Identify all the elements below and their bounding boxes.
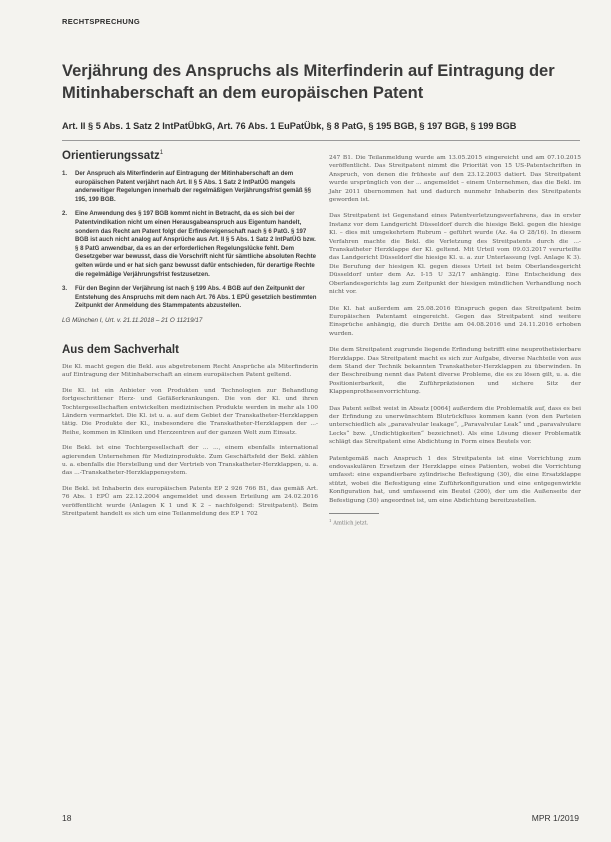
guideline-number: 3.	[62, 285, 68, 293]
body-paragraph: Die Kl. ist ein Anbieter von Produkten und Technologien zur Behandlung fortgeschrittener Herz- und Gefäßerkrankungen. Die von der Kl. und ihren Tochtergesellschaften entwickelten medizinischen Produkte werden in mehr als 100 Ländern vermarktet. Die Kl. ist u. a. auf dem Gebiet der Transkatheter-Herzklappen tätig. Die Produkte der Kl., insbesondere die Transkatheter-Herzklappen der ...-Reihe, kommen in Kliniken und Herzzentren auf der ganzen Welt zum Einsatz.	[62, 387, 318, 436]
body-paragraph: Die Kl. hat außerdem am 25.08.2016 Einspruch gegen das Streitpatent beim Europäischen Patentamt eingereicht. Gegen das Streitpatent sind weitere Einsprüche anhängig, die durch Dritte am 04.08.2016 und 24.11.2016 erhoben wurden.	[329, 305, 581, 337]
body-paragraph: Patentgemäß nach Anspruch 1 des Streitpatents ist eine Vorrichtung zum endovaskulären Ersetzen der Herzklappe eines Patienten, wobei die Vorrichtung umfasst: eine expandierbare zylindrische Befestigung (30), die eine Ersatzklappe stützt, wobei die Befestigung eine Zuführkonfiguration und eine entgegenwirkte Konfiguration hat, und umfassend ein Beutel (200), der um die Außenseite der Befestigung (30) angeordnet ist, um eine Abdichtung bereitzustellen.	[329, 455, 581, 504]
body-paragraph: Das Streitpatent ist Gegenstand eines Patentverletzungsverfahrens, das in erster Instanz vor dem Landgericht Düsseldorf durch die hiesige Bekl. gegen die hiesige Kl. – dies mit umgekehrtem Rubrum – geführt wurde (Az. 4a O 28/16). In diesem Verfahren machte die Bekl. die Verletzung des Streitpatents durch die ...-Transkatheter Herzklappe der Kl. geltend. Mit Urteil vom 09.03.2017 verurteilte das Landgericht Düsseldorf die hiesige Kl. u. a. zur Unterlassung (vgl. Anlage K 3). Die Berufung der hiesigen Kl. gegen dieses Urteil ist beim Oberlandesgericht Düsseldorf unter dem Az. I-15 U 32/17 anhängig. Eine Entscheidung des Oberlandesgerichts lag zum Zeitpunkt der hiesigen mündlichen Verhandlung noch nicht vor.	[329, 213, 581, 296]
guideline-number: 1.	[62, 170, 68, 177]
guideline-item	[62, 170, 318, 204]
left-column	[62, 150, 318, 525]
footnote-reference: 1	[159, 150, 164, 157]
guideline-text: Für den Beginn der Verjährung ist nach § 199 Abs. 4 BGB auf den Zeitpunkt der Entstehung des Anspruchs mit dem nach Art. 76 Abs. 1 EPÜ gesetzlich bestimmten Zeitpunkt der Anmeldung des Stammpatents abzustellen.	[75, 285, 317, 310]
header-divider	[62, 140, 580, 141]
footnote-divider	[329, 513, 379, 514]
journal-issue: MPR 1/2019	[531, 813, 579, 823]
guidelines-heading: Orientierungssatz$^1$	[62, 150, 164, 162]
body-paragraph: Die Bekl. ist eine Tochtergesellschaft der ... ..., einem ebenfalls international agierenden Unternehmen für Medizinprodukte. Zum Geschäftsfeld der Bekl. zählen u. a. ebenfalls die Herstellung und der Vertrieb von Transkatheter-Herzklappen, u. a. das ...-Transkatheter-Herzklappensystem.	[62, 445, 318, 477]
body-paragraph: Die Kl. macht gegen die Bekl. aus abgetretenem Recht Ansprüche als Miterfinderin auf Eintragung der Mitinhaberschaft an einem europäischen Patent geltend.	[62, 363, 318, 379]
body-paragraph: Das Patent selbst weist in Absatz [0064] außerdem die Problematik auf, dass es bei der Erfindung zu unerwünschtem Blutrückfluss kommen kann (von den Parteien unterschiedlich als „paravalvular leakage“, „Paravalvular Leak“ und „paravalvulare Lecks“ bzw. „Undichtigkeiten“ bezeichnet). Als eine Lösung dieser Problematik schlägt das Streitpatent eine Abdichtung in Form eines Beutels vor.	[329, 405, 581, 446]
body-paragraph: Die dem Streitpatent zugrunde liegende Erfindung betrifft eine neuprothetisierbare Herzklappe. Das Streitpatent macht es sich zur Aufgabe, diverse Nachteile von aus dem Stand der Technik bekannten Transkatheter-Herzklappen zu überwinden. In der Beschreibung nennt das Patent diverse Probleme, die es zu lösen gilt, u. a. die Positionierbarkeit, die Zuführpräzisionen und sichere Sitz der Klappenprothesenvorrichtung.	[329, 347, 581, 396]
page-number: 18	[62, 813, 72, 823]
court-reference: LG München I, Urt. v. 21.11.2018 – 21 O 11219/17	[62, 316, 203, 324]
guideline-text: Der Anspruch als Miterfinderin auf Eintragung der Mitinhaberschaft an dem europäischen Patent verjährt nach Art. II § 5 Abs. 1 Satz 2 IntPatÜG mangels anderweitiger Regelungen innerhalb der regelmäßigen Verjährungsfrist gemäß §§ 195, 199 BGB.	[75, 170, 312, 203]
footnote	[329, 518, 581, 527]
footnote-text: Amtlich jetzt.	[333, 520, 369, 527]
guideline-text: Eine Anwendung des § 197 BGB kommt nicht in Betracht, da es sich bei der Patentvindikation nicht um einen Herausgabeanspruch aus Eigentum handelt, sondern das Recht am Patent folgt der Erfindereigenschaft nach § 6 PatG. § 197 BGB ist auch nicht analog auf Ansprüche aus Art. II § 5 Abs. 1 Satz 2 IntPatÜG bzw. § 8 PatG anwendbar, da es an der erforderlichen Regelungslücke fehlt. Dem Gesetzgeber war bewusst, dass die Vorschrift nicht für sämtliche absoluten Rechte gelten würde und er hat sich ganz bewusst dafür entschieden, für derartige Rechte die regelmäßige Verjährungsfrist festzusetzen.	[75, 210, 316, 278]
section-rubric: RECHTSPRECHUNG	[62, 17, 140, 26]
body-paragraph: Die Bekl. ist Inhaberin des europäischen Patents EP 2 926 766 B1, das gemäß Art. 76 Abs. 1 EPÜ am 22.12.2004 angemeldet und dessen Erteilung am 24.02.2016 veröffentlicht wurde (Anlagen K 1 und K 2 – nachfolgend: Streitpatent). Beim Streitpatent handelt es sich um eine Teilanmeldung des EP 1 702	[62, 485, 318, 517]
guideline-number: 2.	[62, 210, 68, 218]
footnote-mark: 1	[329, 518, 332, 524]
body-paragraph: 247 B1. Die Teilanmeldung wurde am 13.05.2015 eingereicht und am 07.10.2015 veröffentlicht. Das Streitpatent nimmt die Priorität von 15 US-Patentschriften in Anspruch, von denen die früheste auf den 23.12.2003 datiert. Das Streitpatent wurde ursprünglich von der ... angemeldet – einem Unternehmen, das die Bekl. im Jahr 2011 übernommen hat und dadurch nunmehr Inhaberin des Streitpatents geworden ist.	[329, 155, 581, 204]
guideline-item	[62, 285, 318, 311]
article-title: Verjährung des Anspruchs als Miterfinderin auf Eintragung der Mitinhaberschaft an dem europäischen Patent	[62, 62, 555, 102]
guideline-item	[62, 210, 318, 279]
right-column	[329, 154, 581, 527]
guidelines-list	[62, 170, 318, 311]
facts-heading: Aus dem Sachverhalt	[62, 343, 179, 356]
statute-citation: Art. II § 5 Abs. 1 Satz 2 IntPatÜbkG, Art. 76 Abs. 1 EuPatÜbk, § 8 PatG, § 195 BGB, § 197 BGB, § 199 BGB	[62, 121, 517, 131]
